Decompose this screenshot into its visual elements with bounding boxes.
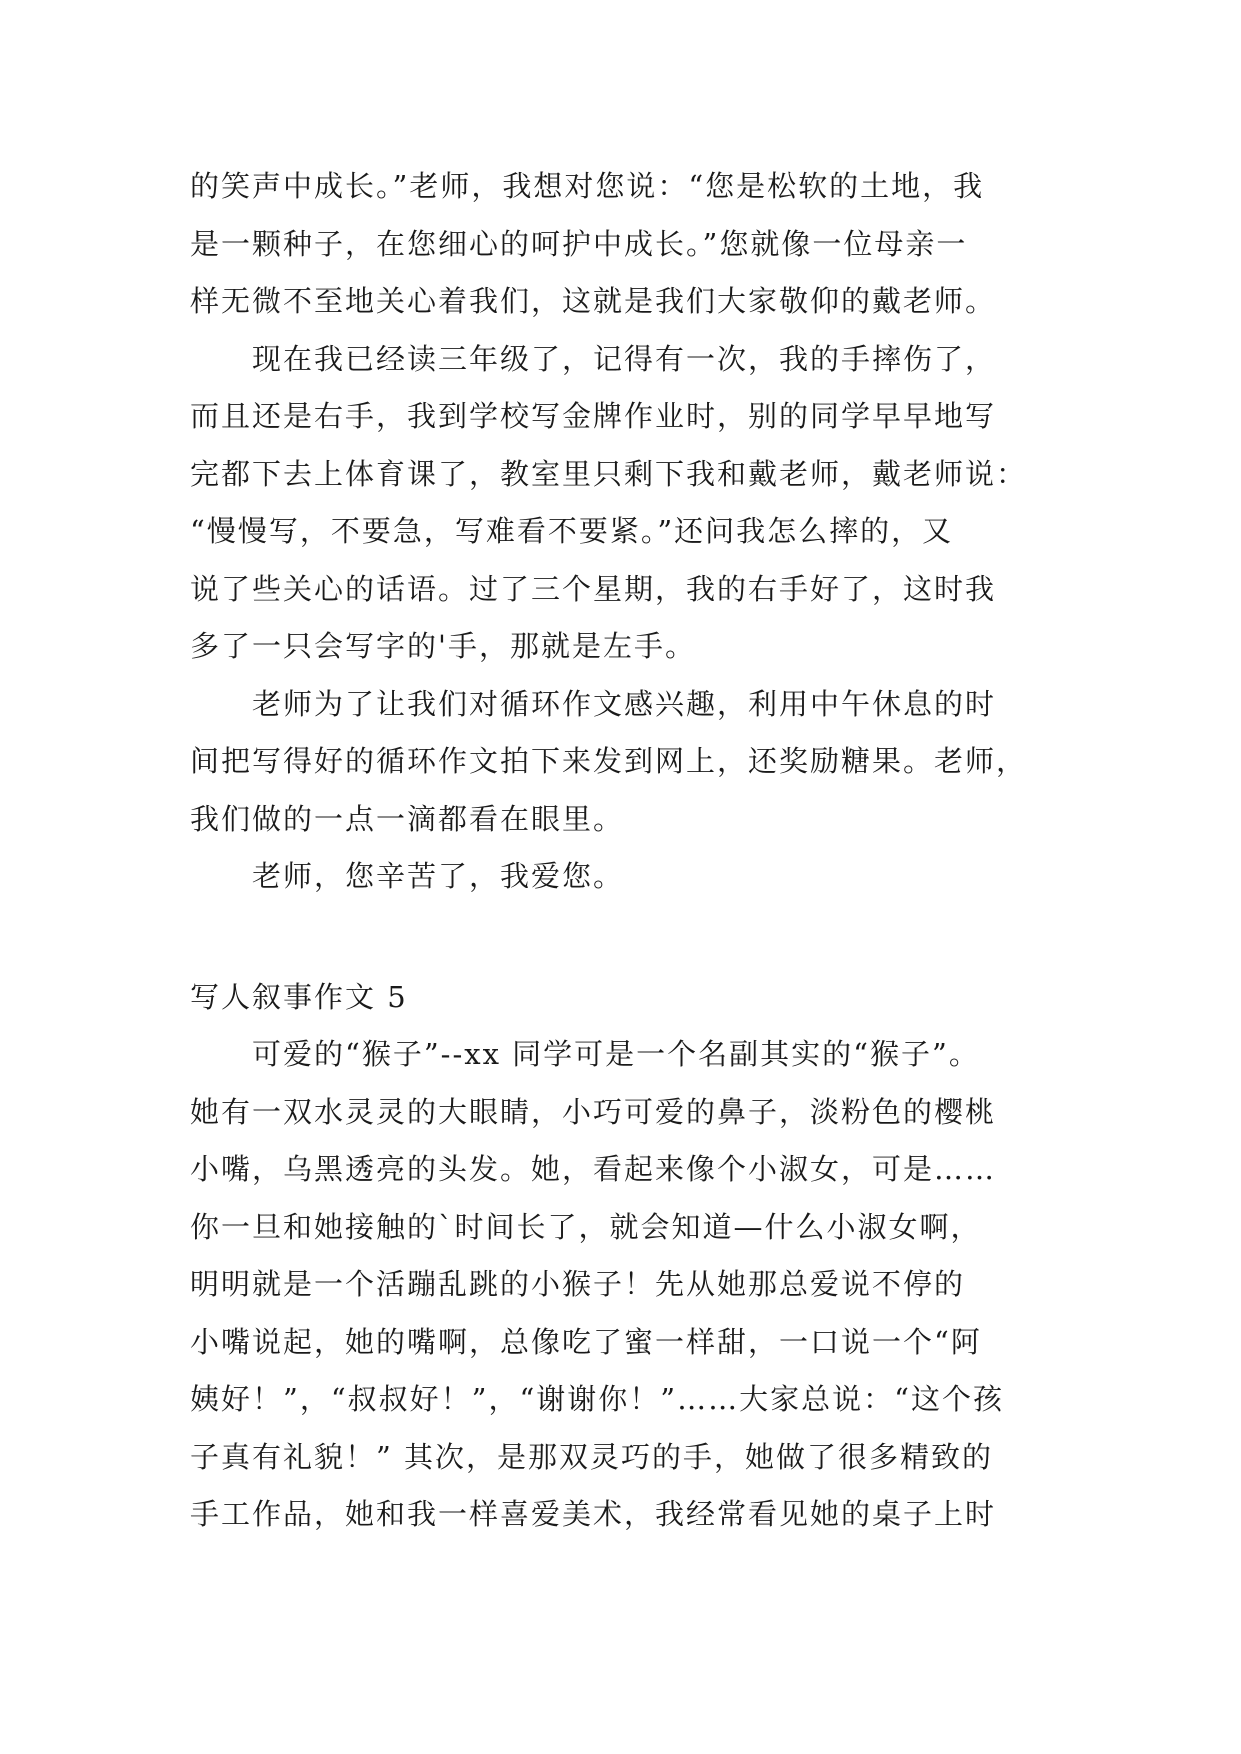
section-heading: 写人叙事作文 5: [190, 979, 408, 1014]
text-line: 而且还是右手，我到学校写金牌作业时，别的同学早早地写: [190, 399, 997, 433]
text-line: “慢慢写，不要急，写难看不要紧。”还问我怎么摔的，又: [190, 514, 954, 548]
text-line: 说了些关心的话语。过了三个星期，我的右手好了，这时我: [190, 571, 997, 606]
text-line: 间把写得好的循环作文拍下来发到网上，还奖励糖果。老师，: [190, 744, 1028, 778]
paragraph-first-line: 现在我已经读三年级了，记得有一次，我的手摔伤了，: [252, 341, 997, 376]
text-line: 你一旦和她接触的`时间长了，就会知道—什么小淑女啊，: [190, 1209, 982, 1244]
text-line: 明明就是一个活蹦乱跳的小猴子！先从她那总爱说不停的: [190, 1267, 966, 1301]
section-spacer: [190, 906, 1070, 969]
text-line: 姨好！”，“叔叔好！”，“谢谢你！”……大家总说：“这个孩: [190, 1382, 1004, 1416]
text-line: 完都下去上体育课了，教室里只剩下我和戴老师，戴老师说：: [190, 456, 1028, 491]
text-line: 小嘴说起，她的嘴啊，总像吃了蜜一样甜，一口说一个“阿: [190, 1324, 982, 1359]
paragraph-first-line: 可爱的“猴子”--xx 同学可是一个名副其实的“猴子”。: [252, 1037, 980, 1071]
text-line: 是一颗种子，在您细心的呵护中成长。”您就像一位母亲一: [190, 226, 968, 261]
text-line: 她有一双水灵灵的大眼睛，小巧可爱的鼻子，淡粉色的樱桃: [190, 1094, 997, 1129]
document-body: [190, 158, 1070, 1544]
text-line: 子真有礼貌！” 其次，是那双灵巧的手，她做了很多精致的: [190, 1439, 994, 1474]
text-line: 的笑声中成长。”老师，我想对您说：“您是松软的土地，我: [190, 169, 985, 203]
text-line: 小嘴，乌黑透亮的头发。她，看起来像个小淑女，可是……: [190, 1152, 997, 1186]
text-line: 我们做的一点一滴都看在眼里。: [190, 801, 625, 836]
text-line: 样无微不至地关心着我们，这就是我们大家敬仰的戴老师。: [190, 284, 997, 318]
text-line: 多了一只会写字的'手，那就是左手。: [190, 629, 696, 663]
paragraph-first-line: 老师，您辛苦了，我爱您。: [252, 859, 625, 893]
paragraph-first-line: 老师为了让我们对循环作文感兴趣，利用中午休息的时: [252, 686, 997, 721]
text-line: 手工作品，她和我一样喜爱美术，我经常看见她的桌子上时: [190, 1497, 997, 1531]
